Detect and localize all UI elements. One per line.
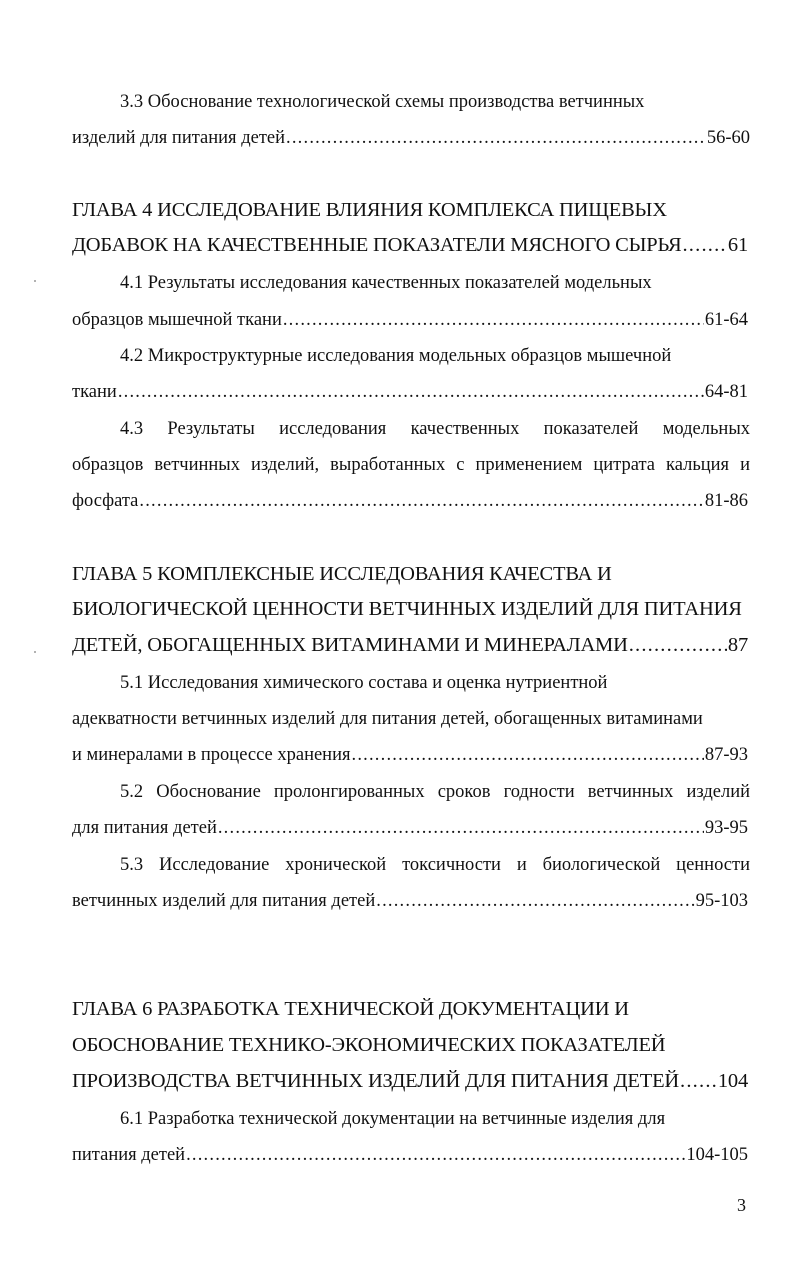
- toc-4-3-line-2: образцов ветчинных изделий, выработанных с применением цитрата кальция и: [72, 455, 750, 475]
- dot-leader: [186, 1143, 685, 1167]
- toc-5-3-line-1: 5.3 Исследование хронической токсичности и биологической ценности: [120, 855, 750, 875]
- toc-4-2-title: ткани: [72, 382, 117, 402]
- page-number: 3: [737, 1195, 746, 1215]
- dot-leader: [680, 1069, 717, 1093]
- toc-6-1-entry[interactable]: [72, 1143, 748, 1167]
- toc-5-2-title: для питания детей: [72, 818, 217, 838]
- toc-4-1-page: 61-64: [704, 310, 748, 330]
- dot-leader: [682, 233, 726, 257]
- toc-5-3-title: ветчинных изделий для питания детей: [72, 891, 376, 911]
- toc-3-3-entry[interactable]: [72, 126, 750, 150]
- toc-5-1-title: и минералами в процессе хранения: [72, 745, 351, 765]
- toc-ch4-page: 61: [727, 234, 748, 256]
- toc-ch5-page: 87: [727, 634, 748, 656]
- toc-4-2-page: 64-81: [704, 382, 748, 402]
- scan-speck: [34, 651, 36, 653]
- toc-ch6-title: ПРОИЗВОДСТВА ВЕТЧИННЫХ ИЗДЕЛИЙ ДЛЯ ПИТАНИЯ ДЕТЕЙ: [72, 1070, 680, 1092]
- toc-4-1-entry[interactable]: [72, 308, 748, 332]
- toc-6-1-line-1: 6.1 Разработка технической документации на ветчинные изделия для: [120, 1109, 666, 1129]
- toc-ch4-line-1: ГЛАВА 4 ИССЛЕДОВАНИЕ ВЛИЯНИЯ КОМПЛЕКСА ПИЩЕВЫХ: [72, 199, 667, 221]
- toc-5-3-page: 95-103: [695, 891, 748, 911]
- dot-leader: [286, 126, 706, 150]
- dot-leader: [352, 743, 704, 767]
- toc-6-1-page: 104-105: [686, 1145, 748, 1165]
- toc-ch4-title: ДОБАВОК НА КАЧЕСТВЕННЫЕ ПОКАЗАТЕЛИ МЯСНОГО СЫРЬЯ: [72, 234, 682, 256]
- toc-5-3-entry[interactable]: [72, 889, 748, 913]
- toc-ch6-line-2: ОБОСНОВАНИЕ ТЕХНИКО-ЭКОНОМИЧЕСКИХ ПОКАЗАТЕЛЕЙ: [72, 1034, 666, 1056]
- dot-leader: [376, 889, 694, 913]
- toc-ch5-title: ДЕТЕЙ, ОБОГАЩЕННЫХ ВИТАМИНАМИ И МИНЕРАЛАМИ: [72, 634, 628, 656]
- toc-5-1-page: 87-93: [704, 745, 748, 765]
- toc-5-2-line-1: 5.2 Обоснование пролонгированных сроков годности ветчинных изделий: [120, 782, 750, 802]
- dot-leader: [283, 308, 704, 332]
- toc-ch5-line-2: БИОЛОГИЧЕСКОЙ ЦЕННОСТИ ВЕТЧИННЫХ ИЗДЕЛИЙ ДЛЯ ПИТАНИЯ: [72, 598, 742, 620]
- dot-leader: [118, 380, 704, 404]
- toc-5-1-entry[interactable]: [72, 743, 748, 767]
- toc-3-3-title: изделий для питания детей: [72, 128, 286, 148]
- toc-4-1-line-1: 4.1 Результаты исследования качественных показателей модельных: [120, 273, 652, 293]
- toc-4-3-title: фосфата: [72, 491, 139, 511]
- scan-speck: [34, 280, 36, 282]
- toc-ch5-entry[interactable]: [72, 633, 748, 657]
- toc-5-2-page: 93-95: [704, 818, 748, 838]
- toc-4-2-entry[interactable]: [72, 380, 748, 404]
- toc-5-1-line-1: 5.1 Исследования химического состава и оценка нутриентной: [120, 673, 608, 693]
- toc-3-3-line-1: 3.3 Обоснование технологической схемы производства ветчинных: [120, 92, 645, 112]
- toc-ch6-line-1: ГЛАВА 6 РАЗРАБОТКА ТЕХНИЧЕСКОЙ ДОКУМЕНТАЦИИ И: [72, 998, 629, 1020]
- toc-4-3-line-1: 4.3 Результаты исследования качественных показателей модельных: [120, 419, 750, 439]
- toc-5-1-line-2: адекватности ветчинных изделий для питания детей, обогащенных витаминами: [72, 709, 703, 729]
- toc-4-1-title: образцов мышечной ткани: [72, 310, 282, 330]
- toc-4-2-line-1: 4.2 Микроструктурные исследования модельных образцов мышечной: [120, 346, 672, 366]
- toc-4-3-entry[interactable]: [72, 489, 748, 513]
- toc-6-1-title: питания детей: [72, 1145, 186, 1165]
- toc-4-3-page: 81-86: [704, 491, 748, 511]
- toc-ch6-entry[interactable]: [72, 1069, 748, 1093]
- dot-leader: [629, 633, 727, 657]
- toc-ch6-page: 104: [717, 1070, 748, 1092]
- toc-ch4-entry[interactable]: [72, 233, 748, 257]
- dot-leader: [139, 489, 703, 513]
- toc-ch5-line-1: ГЛАВА 5 КОМПЛЕКСНЫЕ ИССЛЕДОВАНИЯ КАЧЕСТВА И: [72, 563, 612, 585]
- dot-leader: [218, 816, 704, 840]
- toc-3-3-page: 56-60: [706, 128, 750, 148]
- toc-5-2-entry[interactable]: [72, 816, 748, 840]
